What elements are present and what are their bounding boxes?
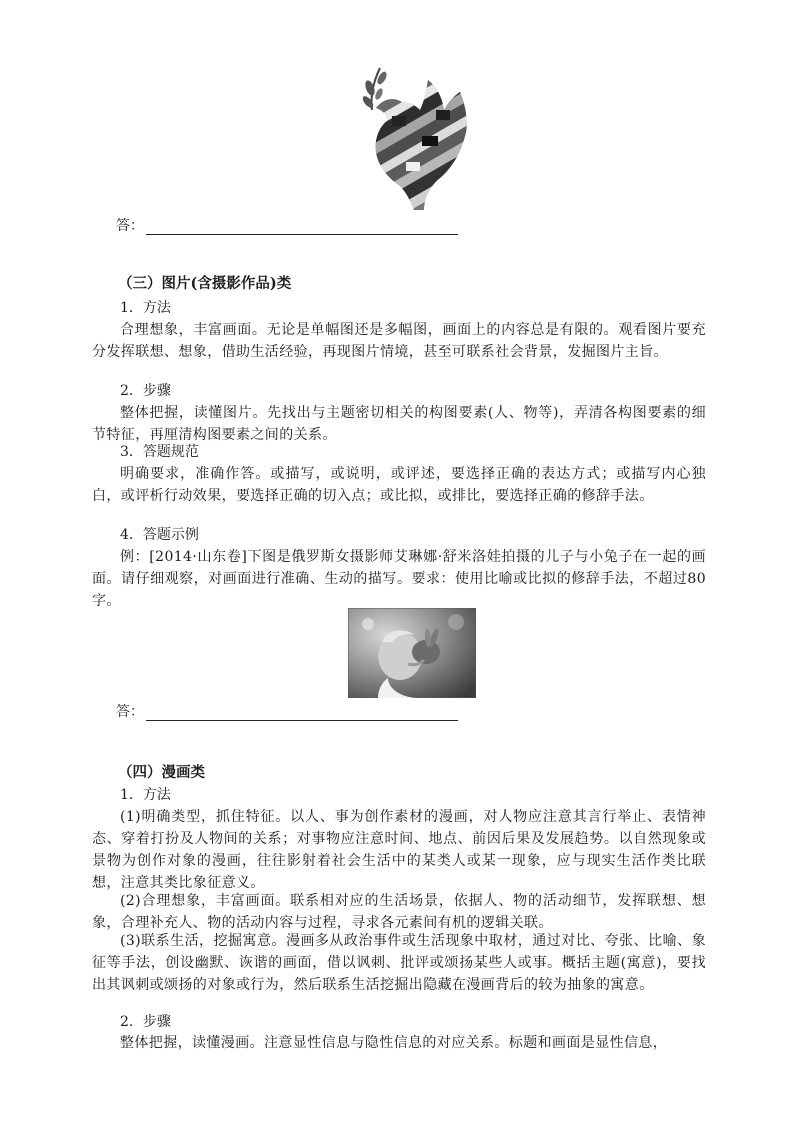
answer-label: 答： (116, 704, 144, 720)
paragraph: 明确要求，准确作答。或描写，或说明，或评述，要选择正确的表达方式；或描写内心独白，或评析行动效果，要选择正确的切入点；或比拟，或排比，要选择正确的修辞手法。 (92, 466, 706, 504)
subsection-label: 1．方法 (120, 787, 171, 803)
subsection-label: 3．答题规范 (120, 444, 199, 460)
answer-line-1[interactable] (116, 217, 458, 235)
paragraph: 例：[2014·山东卷]下图是俄罗斯女摄影师艾琳娜·舒米洛娃拍摄的儿子与小兔子在一起的画面。请仔细观察，对画面进行准确、生动的描写。要求：使用比喻或比拟的修辞手法，不超过80字。 (92, 549, 706, 609)
dove-icon (362, 66, 470, 212)
paragraph: (1)明确类型，抓住特征。以人、事为创作素材的漫画，对人物应注意其言行举止、表情神态、穿着打扮及人物间的关系；对事物应注意时间、地点、前因后果及发展趋势。以自然现象或景物为创作对象的漫画，往往影射着社会生活中的某类人或某一现象，应与现实生活作类比联想，注意其类比象征意义。 (92, 809, 706, 891)
answer-label: 答： (116, 218, 144, 234)
section-title: （三）图片(含摄影作品)类 (118, 275, 292, 292)
photo-child-with-rabbit-icon (348, 608, 476, 698)
subsection-label: 1．方法 (120, 300, 171, 316)
paragraph: 整体把握，读懂图片。先找出与主题密切相关的构图要素(人、物等)，弄清各构图要素的细节特征，再厘清构图要素之间的关系。 (92, 405, 706, 443)
paragraph: (2)合理想象，丰富画面。联系相对应的生活场景，依据人、物的活动细节，发挥联想、想象，合理补充人、物的活动内容与过程，寻求各元素间有机的逻辑关联。 (92, 893, 706, 931)
answer-line-2[interactable] (116, 703, 458, 721)
section-title: （四）漫画类 (118, 764, 205, 781)
answer-blank[interactable] (146, 220, 458, 235)
paragraph: 合理想象，丰富画面。无论是单幅图还是多幅图，画面上的内容总是有限的。观看图片要充分发挥联想、想象，借助生活经验，再现图片情境，甚至可联系社会背景，发掘图片主旨。 (92, 322, 706, 360)
paragraph: 整体把握，读懂漫画。注意显性信息与隐性信息的对应关系。标题和画面是显性信息， (120, 1035, 668, 1051)
subsection-label: 2．步骤 (120, 383, 171, 399)
subsection-label: 4．答题示例 (120, 527, 199, 543)
dove-figure (362, 66, 470, 212)
example-photo (348, 608, 476, 698)
paragraph: (3)联系生活，挖掘寓意。漫画多从政治事件或生活现象中取材，通过对比、夸张、比喻、象征等手法，创设幽默、诙谐的画面，借以讽刺、批评或颂扬某些人或事。概括主题(寓意)，要找出其讽刺或颂扬的对象或行为，然后联系生活挖掘出隐藏在漫画背后的较为抽象的寓意。 (92, 933, 706, 993)
subsection-label: 2．步骤 (120, 1014, 171, 1030)
answer-blank[interactable] (146, 706, 458, 721)
